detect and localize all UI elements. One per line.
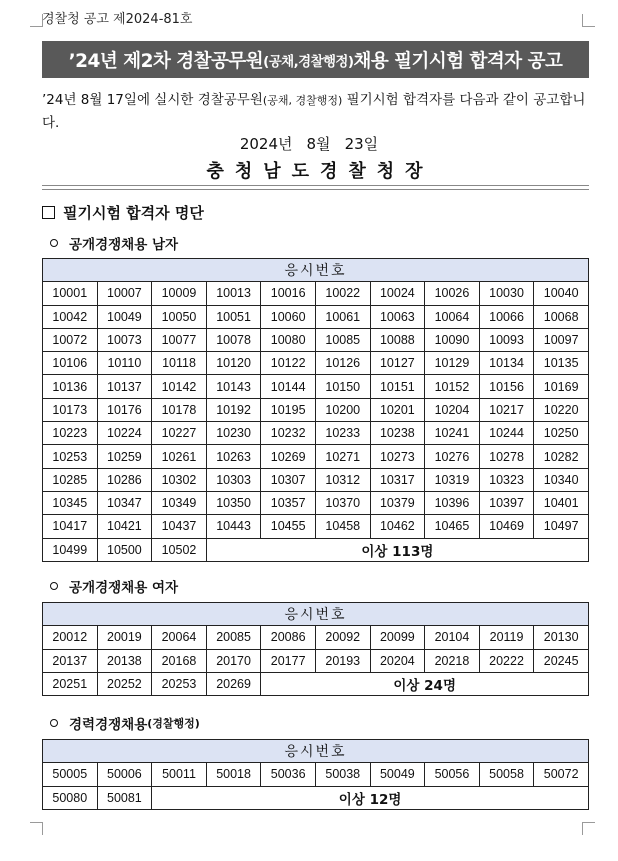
candidate-number-cell: 10417: [43, 515, 98, 538]
candidate-number-cell: 20252: [97, 672, 152, 695]
candidate-number-cell: 10286: [97, 468, 152, 491]
candidate-number-cell: 10271: [315, 445, 370, 468]
table-row: [43, 763, 589, 786]
candidate-number-cell: 10357: [261, 491, 316, 514]
checkbox-square-icon: [42, 206, 55, 219]
candidate-number-cell: 10312: [315, 468, 370, 491]
candidate-number-cell: 10497: [534, 515, 589, 538]
total-count-cell: 이상 113명: [206, 538, 588, 561]
candidate-number-cell: 10302: [152, 468, 207, 491]
candidate-number-cell: 10049: [97, 305, 152, 328]
group-heading-career: [50, 713, 200, 733]
candidate-number-cell: 10244: [479, 422, 534, 445]
candidate-number-cell: 10465: [425, 515, 480, 538]
candidate-number-cell: 10068: [534, 305, 589, 328]
candidate-number-cell: 10143: [206, 375, 261, 398]
candidate-number-cell: 20245: [534, 649, 589, 672]
candidate-number-cell: 50080: [43, 786, 98, 809]
candidate-number-cell: 10499: [43, 538, 98, 561]
candidate-number-cell: 50058: [479, 763, 534, 786]
candidate-number-cell: 10347: [97, 491, 152, 514]
candidate-number-cell: 10261: [152, 445, 207, 468]
candidate-number-cell: 10110: [97, 352, 152, 375]
candidate-number-cell: 10060: [261, 305, 316, 328]
candidate-number-cell: 10152: [425, 375, 480, 398]
candidate-number-cell: 20222: [479, 649, 534, 672]
candidate-number-cell: 10462: [370, 515, 425, 538]
candidate-number-cell: 10051: [206, 305, 261, 328]
candidate-number-cell: 20204: [370, 649, 425, 672]
section-heading: [42, 202, 204, 223]
page-corner-mark: [30, 822, 43, 835]
issuing-agency: 충청남도경찰청장: [206, 161, 434, 182]
candidate-number-cell: 10250: [534, 422, 589, 445]
candidate-number-cell: 10078: [206, 328, 261, 351]
table-row: [43, 375, 589, 398]
candidate-number-cell: 20012: [43, 626, 98, 649]
candidate-number-cell: 10061: [315, 305, 370, 328]
title-main-after: 채용 필기시험 합격자 공고: [353, 50, 563, 72]
candidate-number-cell: 10455: [261, 515, 316, 538]
candidate-number-cell: 10050: [152, 305, 207, 328]
candidate-number-cell: 10134: [479, 352, 534, 375]
candidate-number-cell: 10085: [315, 328, 370, 351]
candidate-number-cell: 10151: [370, 375, 425, 398]
candidate-number-cell: 10097: [534, 328, 589, 351]
candidate-number-cell: 10129: [425, 352, 480, 375]
group-heading-text: 공개경쟁채용 남자: [69, 237, 179, 253]
candidate-number-cell: 10063: [370, 305, 425, 328]
candidate-number-cell: 10204: [425, 398, 480, 421]
candidate-number-cell: 10263: [206, 445, 261, 468]
circle-bullet-icon: [50, 239, 58, 247]
candidate-number-cell: 10173: [43, 398, 98, 421]
candidate-number-cell: 10317: [370, 468, 425, 491]
candidate-number-cell: 20064: [152, 626, 207, 649]
candidate-number-cell: 10007: [97, 282, 152, 305]
candidate-number-cell: 20253: [152, 672, 207, 695]
table-row: [43, 538, 589, 561]
candidate-number-cell: 10230: [206, 422, 261, 445]
candidate-number-cell: 10269: [261, 445, 316, 468]
candidate-number-cell: 10319: [425, 468, 480, 491]
table-row: [43, 515, 589, 538]
candidate-number-cell: 10126: [315, 352, 370, 375]
candidate-number-cell: 10066: [479, 305, 534, 328]
candidate-number-cell: 10443: [206, 515, 261, 538]
candidate-number-cell: 10232: [261, 422, 316, 445]
candidate-number-cell: 10093: [479, 328, 534, 351]
candidate-number-cell: 10013: [206, 282, 261, 305]
candidate-number-cell: 10137: [97, 375, 152, 398]
candidate-number-cell: 10169: [534, 375, 589, 398]
candidate-number-cell: 10437: [152, 515, 207, 538]
candidate-number-cell: 10122: [261, 352, 316, 375]
candidate-number-cell: 10090: [425, 328, 480, 351]
candidate-number-cell: 10469: [479, 515, 534, 538]
candidate-number-cell: 50049: [370, 763, 425, 786]
candidate-number-cell: 10323: [479, 468, 534, 491]
candidate-number-cell: 10120: [206, 352, 261, 375]
candidate-number-cell: 10016: [261, 282, 316, 305]
candidate-number-cell: 10106: [43, 352, 98, 375]
title-main-paren: (공채,경찰행정): [263, 53, 354, 70]
candidate-number-cell: 10259: [97, 445, 152, 468]
page-corner-mark: [582, 14, 595, 27]
candidate-number-cell: 10303: [206, 468, 261, 491]
table-row: [43, 491, 589, 514]
candidate-number-cell: 10135: [534, 352, 589, 375]
candidate-number-cell: 10022: [315, 282, 370, 305]
candidate-number-cell: 10195: [261, 398, 316, 421]
candidate-number-cell: 20130: [534, 626, 589, 649]
candidate-number-cell: 20099: [370, 626, 425, 649]
candidate-number-cell: 10088: [370, 328, 425, 351]
group-heading-text: 경력경쟁채용: [69, 717, 148, 733]
candidate-table-male: [42, 258, 589, 562]
table-row: [43, 305, 589, 328]
page-corner-mark: [582, 822, 595, 835]
candidate-number-cell: 10253: [43, 445, 98, 468]
intro-part1: ’24년 8월 17일에 실시한 경찰공무원: [42, 92, 263, 108]
group-heading-male: [50, 233, 178, 253]
candidate-number-cell: 10276: [425, 445, 480, 468]
candidate-number-cell: 10042: [43, 305, 98, 328]
intro-paren: (공채, 경찰행정): [262, 94, 343, 107]
section-title: 필기시험 합격자 명단: [63, 204, 204, 222]
candidate-number-cell: 10026: [425, 282, 480, 305]
candidate-number-cell: 10224: [97, 422, 152, 445]
notice-number: 경찰청 공고 제2024-81호: [42, 12, 193, 27]
group-heading-female: [50, 576, 178, 596]
candidate-number-cell: 10227: [152, 422, 207, 445]
candidate-number-cell: 50005: [43, 763, 98, 786]
candidate-number-cell: 20251: [43, 672, 98, 695]
candidate-number-cell: 10278: [479, 445, 534, 468]
candidate-number-cell: 10080: [261, 328, 316, 351]
candidate-number-cell: 20218: [425, 649, 480, 672]
candidate-number-cell: 10118: [152, 352, 207, 375]
column-header: 응시번호: [43, 259, 589, 282]
candidate-number-cell: 10200: [315, 398, 370, 421]
candidate-number-cell: 10073: [97, 328, 152, 351]
candidate-number-cell: 20269: [206, 672, 261, 695]
candidate-number-cell: 20086: [261, 626, 316, 649]
candidate-number-cell: 10030: [479, 282, 534, 305]
table-row: [43, 328, 589, 351]
group-heading-text: 공개경쟁채용 여자: [69, 580, 179, 596]
candidate-number-cell: 50081: [97, 786, 152, 809]
table-row: [43, 649, 589, 672]
candidate-number-cell: 10458: [315, 515, 370, 538]
group-heading-note: (경찰행정): [147, 717, 200, 730]
candidate-number-cell: 10001: [43, 282, 98, 305]
candidate-number-cell: 10345: [43, 491, 98, 514]
candidate-number-cell: 20138: [97, 649, 152, 672]
candidate-number-cell: 10040: [534, 282, 589, 305]
candidate-number-cell: 20177: [261, 649, 316, 672]
candidate-number-cell: 10273: [370, 445, 425, 468]
candidate-number-cell: 20104: [425, 626, 480, 649]
candidate-number-cell: 10220: [534, 398, 589, 421]
candidate-number-cell: 10201: [370, 398, 425, 421]
intro-part2: 필기시험 합격자를 다음과 같이 공고합니다.: [42, 92, 586, 131]
table-row: [43, 445, 589, 468]
candidate-table-career: [42, 739, 589, 810]
candidate-number-cell: 50018: [206, 763, 261, 786]
candidate-number-cell: 50072: [534, 763, 589, 786]
candidate-number-cell: 10401: [534, 491, 589, 514]
candidate-number-cell: 10072: [43, 328, 98, 351]
candidate-number-cell: 20137: [43, 649, 98, 672]
candidate-number-cell: 10077: [152, 328, 207, 351]
title-main-before: ’24년 제2차 경찰공무원: [68, 50, 264, 72]
notice-date: [0, 133, 618, 154]
candidate-number-cell: 10064: [425, 305, 480, 328]
candidate-number-cell: 50006: [97, 763, 152, 786]
candidate-number-cell: 10233: [315, 422, 370, 445]
candidate-number-cell: 10379: [370, 491, 425, 514]
candidate-number-cell: 10142: [152, 375, 207, 398]
candidate-number-cell: 10421: [97, 515, 152, 538]
candidate-number-cell: 10307: [261, 468, 316, 491]
total-count-cell: 이상 24명: [261, 672, 589, 695]
candidate-number-cell: 10178: [152, 398, 207, 421]
table-row: [43, 422, 589, 445]
date-day: 23일: [344, 135, 379, 153]
candidate-number-cell: 10396: [425, 491, 480, 514]
candidate-number-cell: 20170: [206, 649, 261, 672]
double-divider: [42, 185, 589, 190]
table-row: [43, 672, 589, 695]
candidate-number-cell: 10241: [425, 422, 480, 445]
candidate-number-cell: 10285: [43, 468, 98, 491]
total-count-cell: 이상 12명: [152, 786, 589, 809]
candidate-table-female: [42, 602, 589, 696]
candidate-number-cell: 10176: [97, 398, 152, 421]
table-row: [43, 352, 589, 375]
candidate-number-cell: 50038: [315, 763, 370, 786]
candidate-number-cell: 20019: [97, 626, 152, 649]
candidate-number-cell: 10009: [152, 282, 207, 305]
candidate-number-cell: 10370: [315, 491, 370, 514]
candidate-number-cell: 10217: [479, 398, 534, 421]
table-row: [43, 282, 589, 305]
candidate-number-cell: 10223: [43, 422, 98, 445]
candidate-number-cell: 20092: [315, 626, 370, 649]
candidate-number-cell: 10282: [534, 445, 589, 468]
candidate-number-cell: 10150: [315, 375, 370, 398]
candidate-number-cell: 10397: [479, 491, 534, 514]
candidate-number-cell: 10136: [43, 375, 98, 398]
date-month: 8월: [306, 135, 331, 153]
candidate-number-cell: 10024: [370, 282, 425, 305]
candidate-number-cell: 50036: [261, 763, 316, 786]
candidate-number-cell: 10192: [206, 398, 261, 421]
candidate-number-cell: 20168: [152, 649, 207, 672]
candidate-number-cell: 10502: [152, 538, 207, 561]
table-row: [43, 786, 589, 809]
candidate-number-cell: 10500: [97, 538, 152, 561]
circle-bullet-icon: [50, 719, 58, 727]
candidate-number-cell: 10238: [370, 422, 425, 445]
column-header: 응시번호: [43, 740, 589, 763]
candidate-number-cell: 10156: [479, 375, 534, 398]
circle-bullet-icon: [50, 582, 58, 590]
date-year: 2024년: [239, 135, 293, 153]
candidate-number-cell: 50056: [425, 763, 480, 786]
candidate-number-cell: 10349: [152, 491, 207, 514]
candidate-number-cell: 10144: [261, 375, 316, 398]
table-row: [43, 398, 589, 421]
candidate-number-cell: 50011: [152, 763, 207, 786]
candidate-number-cell: 10127: [370, 352, 425, 375]
candidate-number-cell: 20119: [479, 626, 534, 649]
table-row: [43, 468, 589, 491]
candidate-number-cell: 20193: [315, 649, 370, 672]
candidate-number-cell: 10350: [206, 491, 261, 514]
document-title: [42, 41, 589, 78]
column-header: 응시번호: [43, 603, 589, 626]
intro-paragraph: [42, 89, 590, 134]
candidate-number-cell: 20085: [206, 626, 261, 649]
table-row: [43, 626, 589, 649]
candidate-number-cell: 10340: [534, 468, 589, 491]
